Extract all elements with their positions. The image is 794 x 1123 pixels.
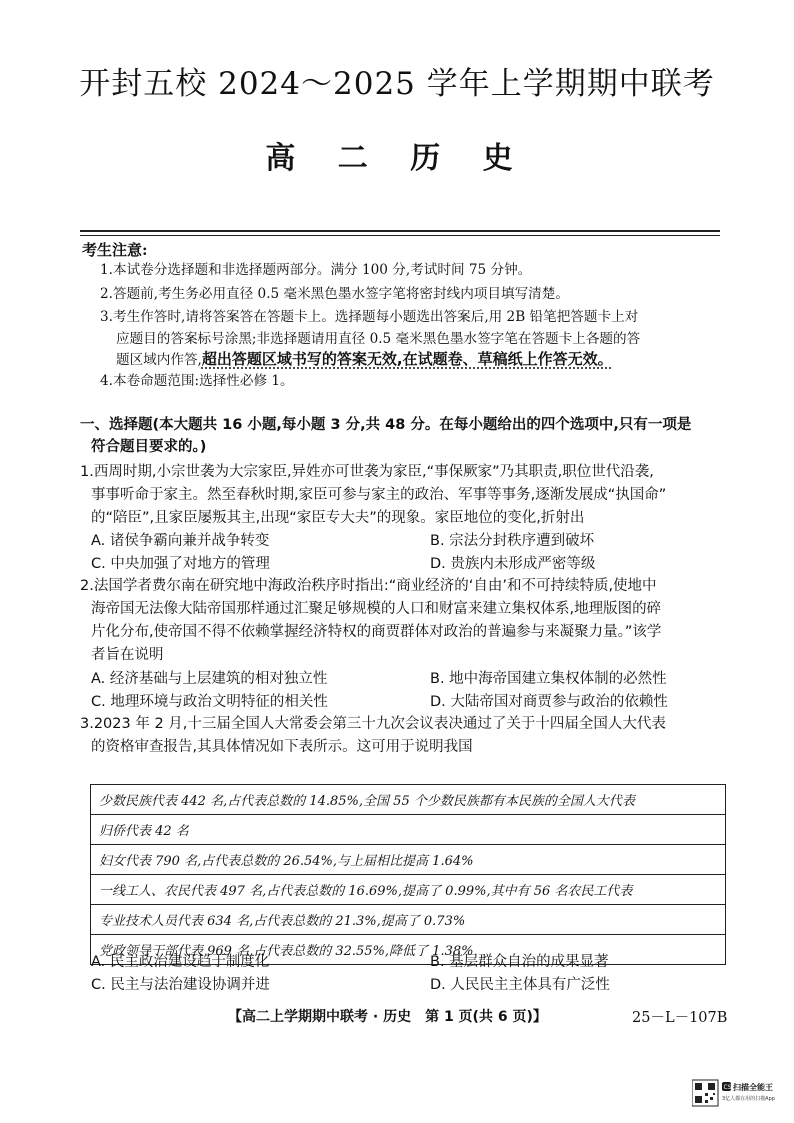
question-2-option-c: C. 地理环境与政治文明特征的相关性: [91, 694, 328, 710]
question-3-text: 3.2023 年 2 月,十三届全国人大常委会第三十九次会议表决通过了关于十四届全国人大代表: [80, 716, 666, 732]
delegate-table: [90, 784, 726, 965]
divider-thin: [80, 235, 720, 236]
section-heading-cont: 符合题目要求的。): [91, 439, 207, 455]
table-row: [91, 875, 726, 905]
question-3-option-d: D. 人民民主主体具有广泛性: [430, 977, 610, 993]
question-2-option-b: B. 地中海帝国建立集权体制的必然性: [430, 671, 667, 687]
paper-code: 25－L－107B: [632, 1010, 728, 1026]
scanner-app-name: 扫描全能王: [733, 1083, 773, 1092]
notice-item-part: 题区域内作答,: [116, 352, 202, 368]
question-3-option-c: C. 民主与法治建设协调并进: [91, 977, 270, 993]
notice-heading: 考生注意:: [82, 241, 148, 259]
question-3-text: 的资格审查报告,其具体情况如下表所示。这可用于说明我国: [91, 739, 473, 755]
question-1-option-a: A. 诸侯争霸向兼并战争转变: [91, 533, 270, 549]
table-cell: 党政领导干部代表 969 名,占代表总数的 32.55%,降低了 1.38%: [91, 935, 726, 965]
table-cell: 妇女代表 790 名,占代表总数的 26.54%,与上届相比提高 1.64%: [91, 845, 726, 875]
table-cell: 一线工人、农民代表 497 名,占代表总数的 16.69%,提高了 0.99%,其中有 56 名农民工代表: [91, 875, 726, 905]
question-2-option-d: D. 大陆帝国对商贾参与政治的依赖性: [430, 694, 668, 710]
question-1-option-c: C. 中央加强了对地方的管理: [91, 556, 270, 572]
notice-item: 4.本卷命题范围:选择性必修 1。: [100, 373, 294, 389]
scanner-tagline: 3亿人都在用的扫描App: [722, 1096, 775, 1102]
table-row: [91, 815, 726, 845]
notice-item: 2.答题前,考生务必用直径 0.5 毫米黑色墨水签字笔将密封线内项目填写清楚。: [100, 286, 569, 302]
section-heading: 一、选择题(本大题共 16 小题,每小题 3 分,共 48 分。在每小题给出的四个选项中,只有一项是: [80, 417, 692, 433]
question-1-text: 1.西周时期,小宗世袭为大宗家臣,异姓亦可世袭为家臣,“事保厥家”乃其职责,职位世代沿袭,: [80, 464, 654, 480]
scanner-watermark: [692, 1078, 784, 1110]
notice-item: [116, 348, 741, 371]
subject-title: 高 二 历 史: [265, 141, 529, 176]
table-row: [91, 845, 726, 875]
exam-title: 开封五校 2024～2025 学年上学期期中联考: [79, 66, 715, 102]
question-1-text: 的“陪臣”,且家臣屡叛其主,出现“家臣专大夫”的现象。家臣地位的变化,折射出: [91, 510, 585, 526]
table-row: [91, 785, 726, 815]
notice-item: 1.本试卷分选择题和非选择题两部分。满分 100 分,考试时间 75 分钟。: [100, 262, 532, 278]
notice-emphasis: 超出答题区域书写的答案无效,在试题卷、草稿纸上作答无效。: [201, 350, 613, 368]
question-1-option-b: B. 宗法分封秩序遭到破坏: [430, 533, 595, 549]
page-footer: 【高二上学期期中联考 · 历史 第 1 页(共 6 页)】: [228, 1009, 547, 1025]
table-cell: 少数民族代表 442 名,占代表总数的 14.85%,全国 55 个少数民族都有本民族的全国人大代表: [91, 785, 726, 815]
svg-text:CS: CS: [723, 1084, 732, 1091]
question-2-text: 者旨在说明: [91, 647, 164, 663]
question-2-text: 海帝国无法像大陆帝国那样通过汇聚足够规模的人口和财富来建立集权体系,地理版图的碎: [91, 601, 662, 617]
divider-thick: [80, 230, 720, 232]
table-cell: 专业技术人员代表 634 名,占代表总数的 21.3%,提高了 0.73%: [91, 905, 726, 935]
notice-item: 应题目的答案标号涂黑;非选择题请用直径 0.5 毫米黑色墨水签字笔在答题卡上各题的答: [116, 331, 641, 347]
question-3-option-a: A. 民主政治建设趋于制度化: [91, 954, 270, 970]
question-2-option-a: A. 经济基础与上层建筑的相对独立性: [91, 671, 328, 687]
notice-item: 3.考生作答时,请将答案答在答题卡上。选择题每小题选出答案后,用 2B 铅笔把答题卡上对: [100, 309, 639, 325]
question-3-option-b: B. 基层群众自治的成果显著: [430, 954, 609, 970]
question-1-option-d: D. 贵族内未形成严密等级: [430, 556, 596, 572]
question-1-text: 事事听命于家主。然至春秋时期,家臣可参与家主的政治、军事等事务,逐渐发展成“执国命”: [91, 487, 667, 503]
table-row: [91, 905, 726, 935]
question-2-text: 片化分布,使帝国不得不依赖掌握经济特权的商贾群体对政治的普遍参与来凝聚力量。”该学: [91, 624, 662, 640]
question-2-text: 2.法国学者费尔南在研究地中海政治秩序时指出:“商业经济的‘自由’和不可持续特质,使地中: [80, 578, 657, 594]
table-cell: 归侨代表 42 名: [91, 815, 726, 845]
